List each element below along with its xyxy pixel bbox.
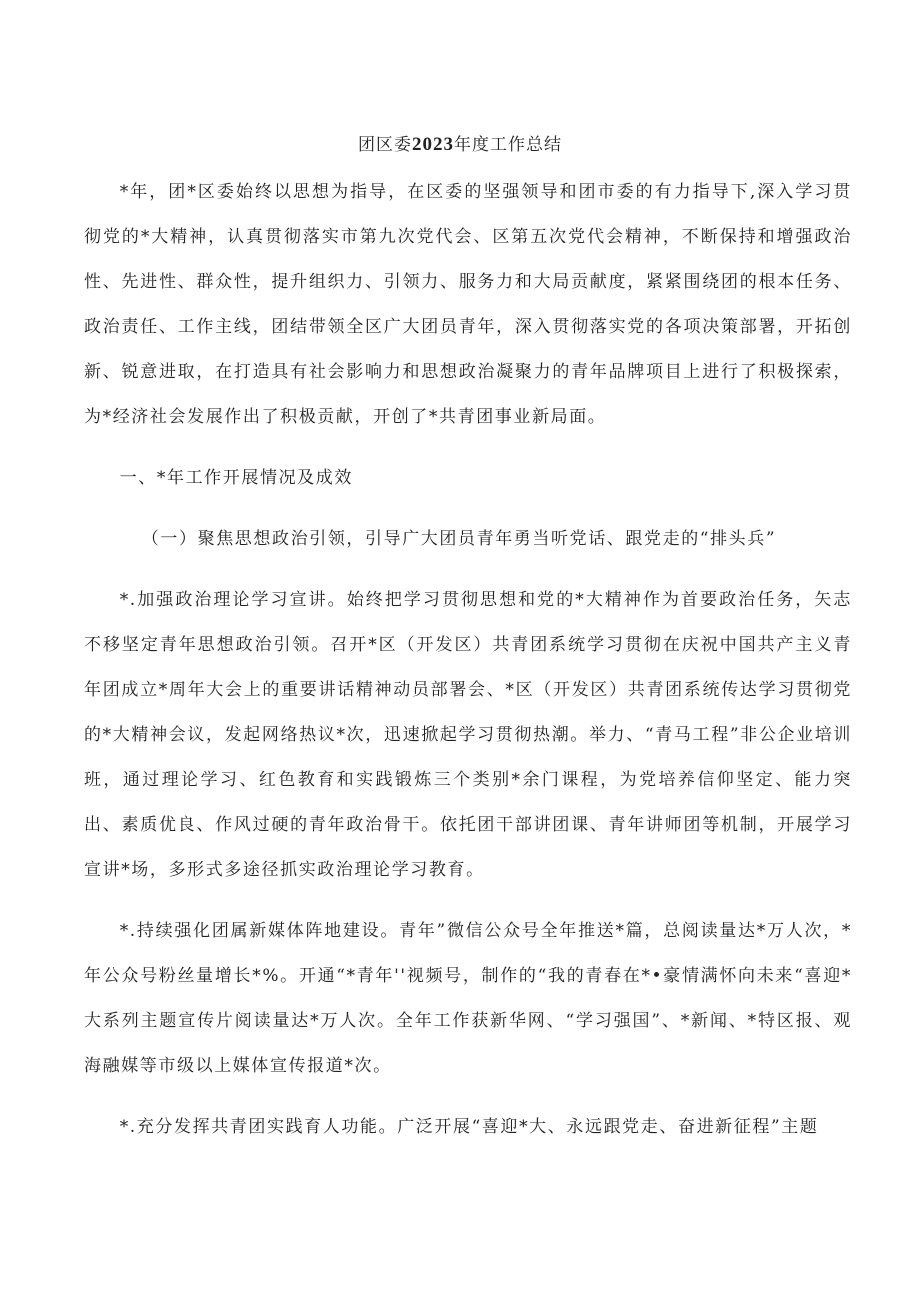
intro-paragraph: *年，团*区委始终以思想为指导，在区委的坚强领导和团市委的有力指导下,深入学习贯彻党的*大精神，认真贯彻落实市第九次党代会、区第五次党代会精神，不断保持和增强政治性、先进性、群众性，提升组织力、引领力、服务力和大局贡献度，紧紧围绕团的根本任务、政治责任、工作主线，团结带领全区广大团员青年，深入贯彻落实党的各项决策部署，开拓创新、锐意进取，在打造具有社会影响力和思想政治凝聚力的青年品牌项目上进行了积极探索，为*经济社会发展作出了积极贡献，开创了*共青团事业新局面。 (84, 182, 852, 427)
body-paragraph: *.加强政治理论学习宣讲。始终把学习贯彻思想和党的*大精神作为首要政治任务，矢志不移坚定青年思想政治引领。召开*区（开发区）共青团系统学习贯彻在庆祝中国共产主义青年团成立*周年大会上的重要讲话精神动员部署会、*区（开发区）共青团系统传达学习贯彻党的*大精神会议，发起网络热议*次，迅速掀起学习贯彻热潮。举力、“青马工程”非公企业培训班，通过理论学习、红色教育和实践锻炼三个类别*余门课程，为党培养信仰坚定、能力突出、素质优良、作风过硬的青年政治骨干。依托团干部讲团课、青年讲师团等机制，开展学习宣讲*场，多形式多途径抓实政治理论学习教育。 (84, 590, 852, 880)
document-title (0, 130, 920, 156)
title-suffix: 年度工作总结 (454, 135, 562, 155)
document-body (84, 170, 852, 1166)
body-paragraph: *.充分发挥共青团实践育人功能。广泛开展“喜迎*大、永远跟党走、奋进新征程”主题 (119, 1117, 819, 1137)
subsection-heading: （一）聚焦思想政治引领，引导广大团员青年勇当听党话、跟党走的“排头兵” (141, 529, 777, 549)
section-heading: 一、*年工作开展情况及成效 (119, 468, 353, 488)
title-prefix: 团区委 (358, 135, 412, 155)
title-year: 2023 (412, 134, 454, 155)
body-paragraph: *.持续强化团属新媒体阵地建设。青年”微信公众号全年推送*篇，总阅读量达*万人次，*年公众号粉丝量增长*%。开通“*青年''视频号，制作的“我的青春在*•豪情满怀向未来“喜迎*大系列主题宣传片阅读量达*万人次。全年工作获新华网、“学习强国”、*新闻、*特区报、观海融媒等市级以上媒体宣传报道*次。 (84, 921, 852, 1076)
